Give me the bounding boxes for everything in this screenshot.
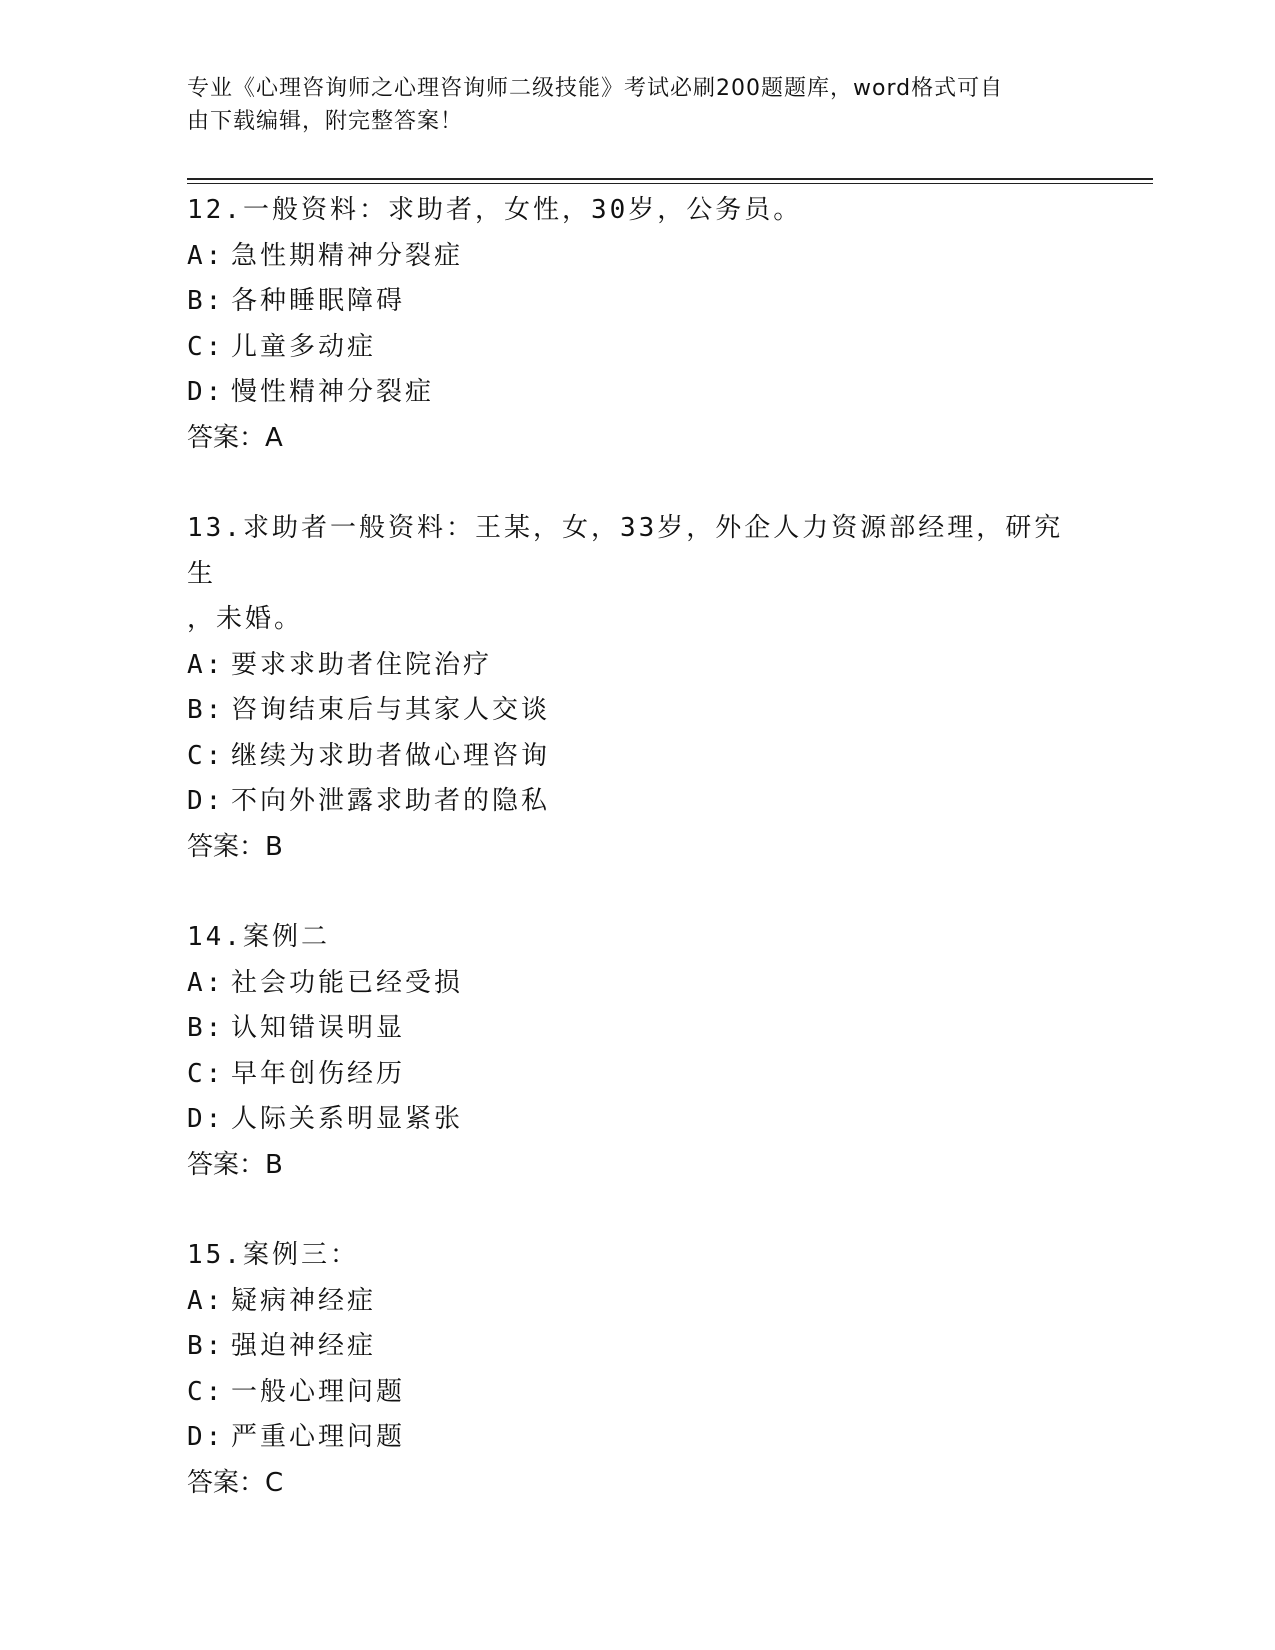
option-text: 一般心理问题	[231, 1376, 406, 1407]
option-b	[187, 1006, 1087, 1052]
option-c	[187, 325, 1087, 371]
document-header	[187, 72, 1067, 138]
option-a	[187, 643, 1087, 689]
option-a	[187, 234, 1087, 280]
option-c	[187, 734, 1087, 780]
option-letter: D:	[187, 786, 225, 816]
header-line-1: 专业《心理咨询师之心理咨询师二级技能》考试必刷200题题库，word格式可自	[187, 76, 1004, 101]
option-letter: B:	[187, 695, 225, 725]
option-text: 疑病神经症	[231, 1285, 377, 1316]
option-text: 严重心理问题	[231, 1422, 406, 1452]
option-letter: C:	[187, 740, 225, 771]
question-text-continued: ，未婚。	[187, 604, 304, 634]
answer-label: 答案：A	[187, 422, 283, 453]
option-text: 强迫神经症	[231, 1331, 377, 1361]
answer-label: 答案：B	[187, 831, 283, 862]
header-divider-thin	[187, 183, 1153, 184]
option-letter: D:	[187, 1422, 225, 1452]
option-letter: A:	[187, 240, 225, 271]
option-d	[187, 1097, 1087, 1143]
option-text: 早年创伤经历	[231, 1058, 406, 1089]
option-letter: A:	[187, 649, 225, 680]
question-text: 12.一般资料：求助者，女性，30岁，公务员。	[187, 195, 803, 225]
option-letter: B:	[187, 1013, 225, 1043]
option-text: 各种睡眠障碍	[231, 286, 406, 316]
option-text: 人际关系明显紧张	[231, 1104, 464, 1134]
option-text: 慢性精神分裂症	[231, 377, 435, 407]
question-13	[187, 506, 1087, 870]
option-a	[187, 961, 1087, 1007]
option-d	[187, 1415, 1087, 1461]
option-text: 不向外泄露求助者的隐私	[231, 786, 551, 816]
option-c	[187, 1370, 1087, 1416]
question-text: 15.案例三：	[187, 1240, 359, 1270]
option-letter: D:	[187, 1104, 225, 1134]
option-a	[187, 1279, 1087, 1325]
question-12	[187, 188, 1087, 461]
header-line-2: 由下载编辑，附完整答案！	[187, 109, 464, 134]
option-d	[187, 779, 1087, 825]
option-b	[187, 688, 1087, 734]
answer-label: 答案：B	[187, 1149, 283, 1180]
option-letter: B:	[187, 286, 225, 316]
option-text: 咨询结束后与其家人交谈	[231, 695, 551, 725]
option-b	[187, 1324, 1087, 1370]
option-c	[187, 1052, 1087, 1098]
option-d	[187, 370, 1087, 416]
question-14	[187, 915, 1087, 1188]
option-letter: B:	[187, 1331, 225, 1361]
option-text: 急性期精神分裂症	[231, 240, 464, 271]
option-letter: A:	[187, 1285, 225, 1316]
option-letter: C:	[187, 331, 225, 362]
answer-label: 答案：C	[187, 1467, 284, 1498]
option-text: 认知错误明显	[231, 1013, 406, 1043]
option-text: 要求求助者住院治疗	[231, 649, 493, 680]
header-divider-thick	[187, 178, 1153, 180]
option-letter: C:	[187, 1376, 225, 1407]
option-text: 社会功能已经受损	[231, 967, 464, 998]
question-list	[187, 188, 1087, 1551]
option-letter: D:	[187, 377, 225, 407]
question-text: 13.求助者一般资料：王某，女，33岁，外企人力资源部经理，研究生	[187, 513, 1064, 589]
option-letter: C:	[187, 1058, 225, 1089]
question-15	[187, 1233, 1087, 1506]
option-text: 儿童多动症	[231, 331, 377, 362]
option-text: 继续为求助者做心理咨询	[231, 740, 551, 771]
option-b	[187, 279, 1087, 325]
question-text: 14.案例二	[187, 922, 330, 952]
option-letter: A:	[187, 967, 225, 998]
